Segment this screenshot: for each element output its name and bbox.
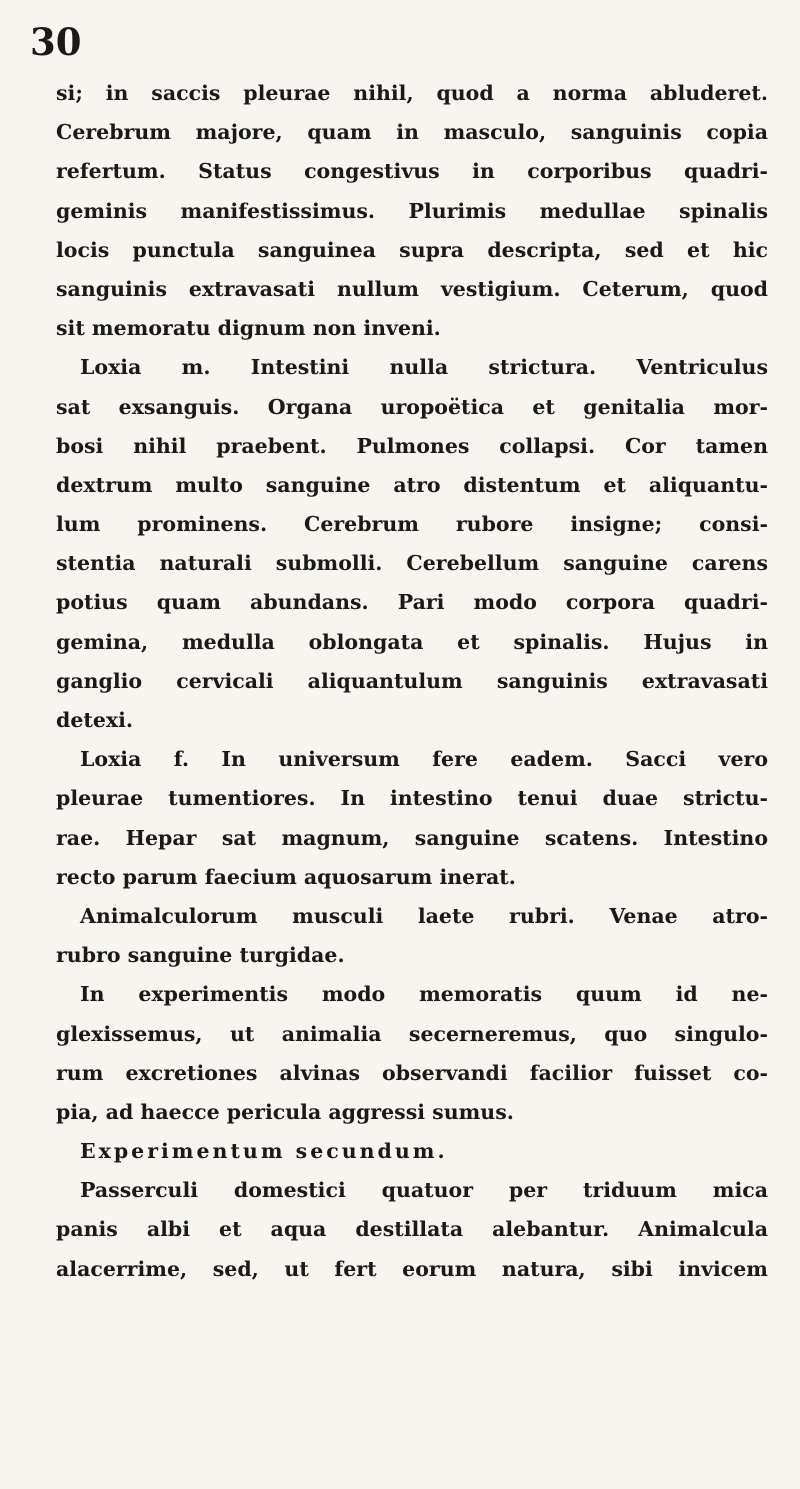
text-line: si; in saccis pleurae nihil, quod a norma abluderet. (56, 81, 768, 105)
text-line: Loxia m. Intestini nulla strictura. Ventriculus (80, 355, 768, 380)
text-line: Experimentum secundum. (80, 1139, 448, 1164)
text-line: locis punctula sanguinea supra descripta, sed et hic (56, 237, 768, 262)
text-line: sit memoratu dignum non inveni. (56, 316, 441, 341)
text-line: pia, ad haecce pericula aggressi sumus. (56, 1099, 514, 1124)
text-line: rae. Hepar sat magnum, sanguine scatens. Intestino (56, 825, 768, 850)
text-line: sanguinis extravasati nullum vestigium. Ceterum, quod (56, 276, 768, 301)
body-text (56, 74, 768, 1289)
page-number: 30 (30, 20, 82, 64)
text-line: geminis manifestissimus. Plurimis medullae spinalis (56, 198, 768, 223)
text-line: bosi nihil praebent. Pulmones collapsi. Cor tamen (56, 433, 768, 458)
text-line: detexi. (56, 708, 134, 732)
text-line: sat exsanguis. Organa uropoëtica et genitalia mor- (56, 394, 768, 419)
text-line: gemina, medulla oblongata et spinalis. Hujus in (56, 629, 768, 654)
text-line: pleurae tumentiores. In intestino tenui duae strictu- (56, 786, 768, 811)
text-line: In experimentis modo memoratis quum id ne- (80, 982, 768, 1007)
text-line: rubro sanguine turgidae. (56, 943, 345, 968)
text-line: stentia naturali submolli. Cerebellum sanguine carens (56, 551, 768, 576)
text-line: Passerculi domestici quatuor per triduum mica (80, 1178, 768, 1203)
text-line: potius quam abundans. Pari modo corpora quadri- (56, 590, 768, 615)
text-line: refertum. Status congestivus in corporibus quadri- (56, 159, 768, 184)
text-line: Loxia f. In universum fere eadem. Sacci vero (80, 747, 768, 772)
text-line: Cerebrum majore, quam in masculo, sanguinis copia (56, 120, 768, 145)
text-line: panis albi et aqua destillata alebantur. Animalcula (56, 1217, 768, 1242)
text-line: glexissemus, ut animalia secerneremus, quo singulo- (56, 1021, 768, 1046)
text-line: ganglio cervicali aliquantulum sanguinis extravasati (56, 668, 768, 693)
text-line: dextrum multo sanguine atro distentum et aliquantu- (56, 472, 768, 497)
text-line: Animalculorum musculi laete rubri. Venae atro- (80, 903, 768, 928)
text-line: alacerrime, sed, ut fert eorum natura, sibi invicem (56, 1256, 768, 1281)
text-line: recto parum faecium aquosarum inerat. (56, 864, 516, 889)
text-line: rum excretiones alvinas observandi facilior fuisset co- (56, 1060, 768, 1085)
text-line: lum prominens. Cerebrum rubore insigne; consi- (56, 512, 768, 537)
